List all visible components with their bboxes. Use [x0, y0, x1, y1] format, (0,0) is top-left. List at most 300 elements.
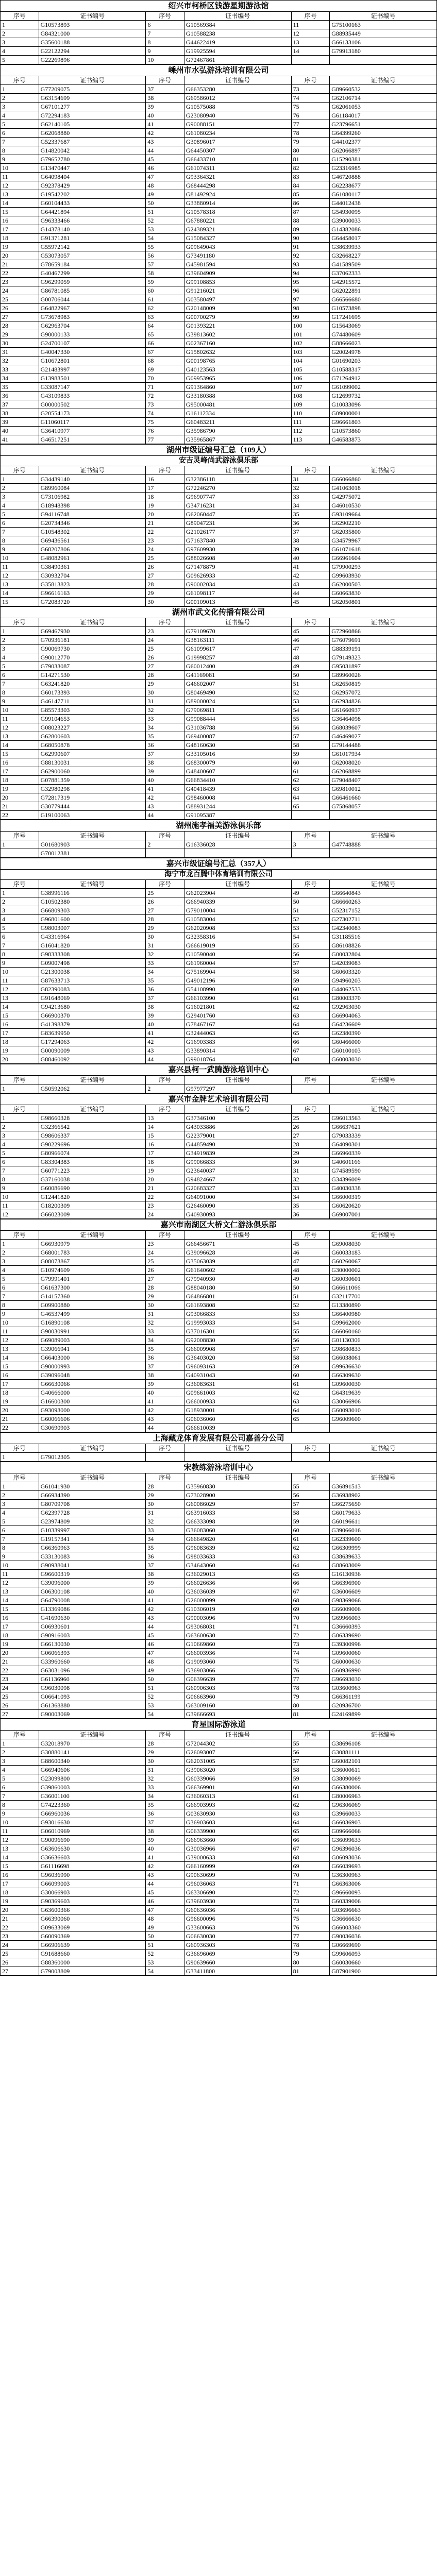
certificate-number: G10502380	[39, 897, 146, 906]
certificate-number: G00000502	[39, 400, 146, 409]
row-index: 11	[1, 1570, 39, 1579]
certificate-number: G09649043	[184, 243, 291, 251]
table-row	[1, 1774, 437, 1783]
org-section	[0, 0, 437, 64]
certificate-number: G46583873	[330, 435, 437, 444]
row-index: 41	[146, 1596, 184, 1605]
certificate-number: G52337687	[39, 138, 146, 146]
certificate-number: G62050801	[330, 598, 437, 606]
row-index: 23	[146, 536, 184, 545]
row-index: 17	[1, 767, 39, 776]
certificate-number	[330, 1453, 437, 1462]
row-index: 47	[291, 645, 330, 653]
row-index: 72	[291, 1888, 330, 1897]
certificate-number: G14820042	[39, 146, 146, 155]
certificate-number: G90938041	[39, 1561, 146, 1570]
certificate-number: G84321000	[39, 29, 146, 38]
row-index: 99	[291, 313, 330, 321]
table-row	[1, 1029, 437, 1038]
header-index: 序号	[291, 12, 330, 21]
certificate-number: G33180388	[184, 392, 291, 400]
table-row	[1, 589, 437, 598]
certificate-number: G10573898	[330, 304, 437, 313]
row-index: 56	[291, 1748, 330, 1757]
certificate-number: G79940930	[184, 1275, 291, 1283]
table-row	[1, 536, 437, 545]
row-index: 61	[291, 767, 330, 776]
certificate-number: G33960660	[39, 1657, 146, 1666]
certificate-number: G88026608	[184, 554, 291, 563]
row-index: 13	[291, 38, 330, 47]
table-row	[1, 146, 437, 155]
row-index: 43	[146, 1614, 184, 1622]
certificate-number: G67880221	[184, 216, 291, 225]
table-row	[1, 598, 437, 606]
row-index: 3	[1, 906, 39, 915]
certificate-number: G69966003	[330, 1614, 437, 1622]
certificate-number: G90069730	[39, 645, 146, 653]
certificate-number: G72817319	[39, 793, 146, 802]
row-index: 36	[146, 1552, 184, 1561]
row-index: 18	[1, 1631, 39, 1640]
certificate-number: G06300108	[39, 1587, 146, 1596]
certificate-number: G46517251	[39, 435, 146, 444]
certificate-number: G79652780	[39, 155, 146, 164]
certificate-number: G63241820	[39, 680, 146, 688]
certificate-number: G23080940	[184, 111, 291, 120]
certificate-number: G35063039	[184, 1257, 291, 1266]
row-index: 28	[146, 1283, 184, 1292]
row-index: 71	[291, 1879, 330, 1888]
row-index: 8	[1, 536, 39, 545]
table-row	[1, 1888, 437, 1897]
certificate-number: G89660532	[330, 85, 437, 94]
certificate-number: G40601166	[330, 1158, 437, 1166]
row-index: 2	[146, 840, 184, 849]
row-index: 19	[1, 1397, 39, 1406]
row-index: 58	[291, 1353, 330, 1362]
row-index: 71	[291, 1622, 330, 1631]
certificate-number: G36636603	[39, 1853, 146, 1862]
row-index: 25	[146, 554, 184, 563]
table-header-row	[1, 1473, 437, 1482]
table-row	[1, 1544, 437, 1552]
certificate-number: G09000001	[330, 409, 437, 418]
header-index: 序号	[291, 1105, 330, 1114]
certificate-number: G66353280	[184, 85, 291, 94]
row-index: 27	[1, 1967, 39, 1976]
certificate-number: G74589590	[330, 1166, 437, 1175]
row-index: 45	[291, 598, 330, 606]
row-index: 40	[146, 111, 184, 120]
certificate-number: G78467167	[184, 1020, 291, 1029]
row-index: 6	[1, 933, 39, 941]
row-index: 62	[291, 1003, 330, 1011]
row-index: 44	[146, 1055, 184, 1064]
certificate-number: G44622419	[184, 38, 291, 47]
certificate-number: G66930979	[39, 1240, 146, 1248]
certificate-number: G66275650	[330, 1500, 437, 1509]
row-index: 63	[291, 1552, 330, 1561]
table-row	[1, 243, 437, 251]
table-row	[1, 383, 437, 392]
row-index: 13	[1, 994, 39, 1003]
row-index: 12	[1, 1210, 39, 1219]
row-index: 5	[1, 1774, 39, 1783]
row-index: 31	[1, 348, 39, 357]
org-section	[0, 606, 437, 820]
row-index: 54	[291, 933, 330, 941]
certificate-table	[0, 1444, 437, 1462]
row-index: 12	[1, 1336, 39, 1345]
row-index: 77	[291, 120, 330, 129]
certificate-number: G96333466	[39, 216, 146, 225]
certificate-number: G06663960	[184, 1692, 291, 1701]
table-row	[1, 475, 437, 484]
row-index: 38	[291, 536, 330, 545]
row-index	[291, 1423, 330, 1432]
row-index: 42	[291, 571, 330, 580]
header-index: 序号	[291, 1473, 330, 1482]
row-index: 50	[291, 897, 330, 906]
certificate-number: G41589509	[330, 260, 437, 269]
certificate-number: G72294183	[39, 111, 146, 120]
certificate-number: G45981594	[184, 260, 291, 269]
row-index: 9	[1, 1552, 39, 1561]
certificate-number: G64236609	[330, 1020, 437, 1029]
row-index: 27	[1, 1710, 39, 1719]
row-index: 46	[146, 1897, 184, 1906]
row-index: 56	[146, 251, 184, 260]
row-index: 63	[291, 1809, 330, 1818]
certificate-number: G36099633	[330, 1836, 437, 1844]
certificate-number: G60339006	[330, 1897, 437, 1906]
row-index: 9	[1, 1809, 39, 1818]
row-index: 107	[291, 383, 330, 392]
table-row	[1, 1692, 437, 1701]
table-row	[1, 1739, 437, 1748]
table-row	[1, 1175, 437, 1184]
header-index: 序号	[291, 832, 330, 840]
certificate-number: G79149323	[330, 653, 437, 662]
certificate-number: G61693808	[184, 1301, 291, 1310]
row-index: 45	[146, 1631, 184, 1640]
certificate-number: G97609930	[184, 545, 291, 554]
table-row	[1, 1003, 437, 1011]
certificate-number: G11060117	[39, 418, 146, 427]
certificate-number: G20936700	[330, 1701, 437, 1710]
row-index: 74	[291, 1906, 330, 1914]
certificate-number: G36403020	[184, 1353, 291, 1362]
row-index: 57	[291, 1757, 330, 1766]
certificate-number: G63009160	[184, 1701, 291, 1710]
certificate-number: G99662000	[330, 1318, 437, 1327]
certificate-number: G06093036	[330, 1853, 437, 1862]
section-subtitle: 安吉灵峰尚武游泳俱乐部	[0, 455, 437, 466]
certificate-number: G32444063	[184, 1029, 291, 1038]
row-index: 13	[1, 1345, 39, 1353]
row-index: 33	[146, 1526, 184, 1535]
table-row	[1, 1388, 437, 1397]
row-index: 30	[146, 933, 184, 941]
row-index: 60	[291, 985, 330, 994]
certificate-number: G62650819	[330, 680, 437, 688]
certificate-number: G18948398	[39, 501, 146, 510]
row-index: 73	[291, 1640, 330, 1649]
certificate-number: G38639933	[330, 243, 437, 251]
row-index: 39	[1, 418, 39, 427]
row-index: 58	[146, 269, 184, 278]
table-row	[1, 785, 437, 793]
row-index: 5	[1, 1149, 39, 1158]
certificate-number: G99104653	[39, 715, 146, 723]
certificate-number: G38639633	[330, 1552, 437, 1561]
row-index: 8	[1, 950, 39, 959]
certificate-number: G22269896	[39, 56, 146, 64]
table-row	[1, 802, 437, 811]
certificate-number: G76079691	[330, 636, 437, 645]
row-index: 38	[146, 1827, 184, 1836]
certificate-number: G86781085	[39, 286, 146, 295]
row-index: 1	[1, 475, 39, 484]
certificate-number: G96396036	[330, 1844, 437, 1853]
row-index: 113	[291, 435, 330, 444]
certificate-number: G15290381	[330, 155, 437, 164]
certificate-number: G95031897	[330, 662, 437, 671]
row-index: 65	[146, 330, 184, 339]
header-index: 序号	[1, 1444, 39, 1453]
table-row	[1, 697, 437, 706]
row-index: 29	[146, 924, 184, 933]
row-index: 34	[291, 501, 330, 510]
org-section	[0, 1719, 437, 1976]
certificate-number: G03600963	[330, 1684, 437, 1692]
certificate-number: G62339600	[330, 1535, 437, 1544]
row-index: 1	[1, 889, 39, 897]
table-row	[1, 1783, 437, 1792]
row-index: 79	[291, 1950, 330, 1958]
certificate-number: G16600300	[39, 1397, 146, 1406]
table-row	[1, 1453, 437, 1462]
certificate-number: G06339690	[330, 1631, 437, 1640]
certificate-number: G20148009	[184, 304, 291, 313]
certificate-number: G68001783	[39, 1248, 146, 1257]
certificate-number: G23796651	[330, 120, 437, 129]
certificate-number: G33087147	[39, 383, 146, 392]
certificate-number: G17241695	[330, 313, 437, 321]
certificate-number	[330, 849, 437, 858]
row-index: 68	[291, 1853, 330, 1862]
certificate-number: G70012381	[39, 849, 146, 858]
row-index: 72	[291, 1631, 330, 1640]
row-index: 31	[291, 1166, 330, 1175]
row-index: 36	[291, 1210, 330, 1219]
row-index: 41	[146, 1029, 184, 1038]
certificate-number: G66400980	[330, 1310, 437, 1318]
row-index: 50	[146, 199, 184, 208]
table-row	[1, 1801, 437, 1809]
certificate-number: G46147711	[39, 697, 146, 706]
row-index: 9	[1, 155, 39, 164]
row-index: 22	[1, 1666, 39, 1675]
certificate-number: G61637300	[39, 1283, 146, 1292]
certificate-number: G79048407	[330, 776, 437, 785]
row-index: 54	[146, 1710, 184, 1719]
row-index: 2	[1, 1491, 39, 1500]
certificate-number: G66390060	[39, 1914, 146, 1923]
header-cert: 证书编号	[39, 1105, 146, 1114]
certificate-number: G06396639	[184, 1675, 291, 1684]
table-row	[1, 321, 437, 330]
section-title: 湖州施孝福美游泳俱乐部	[0, 820, 437, 831]
certificate-number: G63306690	[184, 1888, 291, 1897]
row-index	[291, 56, 330, 64]
certificate-number: G36000611	[330, 1766, 437, 1774]
certificate-number: G14378140	[39, 225, 146, 234]
row-index: 21	[1, 1415, 39, 1423]
row-index: 53	[146, 1701, 184, 1710]
row-index: 49	[146, 1923, 184, 1932]
row-index: 5	[1, 120, 39, 129]
certificate-number: G38996116	[39, 889, 146, 897]
row-index: 81	[291, 1710, 330, 1719]
certificate-table	[0, 11, 437, 64]
row-index: 83	[291, 173, 330, 181]
certificate-number: G66963660	[184, 1836, 291, 1844]
row-index: 69	[146, 365, 184, 374]
row-index: 20	[1, 793, 39, 802]
row-index: 108	[291, 392, 330, 400]
row-index: 6	[1, 1158, 39, 1166]
certificate-number: G10672801	[39, 357, 146, 365]
header-cert: 证书编号	[39, 466, 146, 475]
certificate-number: G97977297	[184, 1084, 291, 1093]
header-index: 序号	[1, 12, 39, 21]
row-index: 2	[1, 1123, 39, 1131]
table-row	[1, 776, 437, 785]
certificate-number: G66396900	[330, 1579, 437, 1587]
row-index: 35	[146, 1345, 184, 1353]
row-index: 32	[291, 1175, 330, 1184]
header-cert: 证书编号	[39, 1731, 146, 1739]
certificate-number: G99066833	[184, 1158, 291, 1166]
table-row	[1, 120, 437, 129]
row-index: 29	[146, 589, 184, 598]
row-index: 11	[291, 21, 330, 29]
certificate-number: G87633713	[39, 976, 146, 985]
row-index: 67	[146, 348, 184, 357]
row-index: 49	[291, 889, 330, 897]
row-index: 39	[146, 1380, 184, 1388]
header-index: 序号	[1, 1231, 39, 1240]
certificate-number: G60636036	[184, 1906, 291, 1914]
row-index: 29	[146, 1491, 184, 1500]
certificate-number: G64319639	[330, 1388, 437, 1397]
row-index: 78	[291, 1941, 330, 1950]
certificate-number: G31185516	[330, 933, 437, 941]
row-index: 34	[146, 1535, 184, 1544]
certificate-number: G39603930	[184, 1897, 291, 1906]
header-cert: 证书编号	[330, 1105, 437, 1114]
certificate-number: G94824667	[184, 1175, 291, 1184]
table-row	[1, 849, 437, 858]
certificate-number: G40418439	[184, 785, 291, 793]
row-index: 17	[1, 1879, 39, 1888]
row-index: 3	[1, 1757, 39, 1766]
row-index: 14	[1, 1003, 39, 1011]
row-index: 52	[146, 1950, 184, 1958]
certificate-number: G64458017	[330, 234, 437, 243]
row-index: 19	[1, 1897, 39, 1906]
row-index: 7	[1, 1792, 39, 1801]
table-row	[1, 330, 437, 339]
row-index: 11	[1, 563, 39, 571]
row-index: 60	[146, 286, 184, 295]
table-row	[1, 374, 437, 383]
row-index: 15	[1, 1862, 39, 1871]
row-index: 5	[1, 56, 39, 64]
row-index: 2	[1, 29, 39, 38]
row-index: 37	[146, 85, 184, 94]
certificate-number: G24700107	[39, 339, 146, 348]
table-row	[1, 304, 437, 313]
row-index: 112	[291, 427, 330, 435]
row-index: 56	[291, 723, 330, 732]
header-cert: 证书编号	[330, 76, 437, 85]
table-row	[1, 1631, 437, 1640]
header-cert: 证书编号	[39, 1444, 146, 1453]
row-index: 69	[291, 1862, 330, 1871]
certificate-number: G40123563	[184, 365, 291, 374]
row-index: 27	[146, 662, 184, 671]
row-index: 26	[1, 304, 39, 313]
row-index: 42	[146, 1406, 184, 1415]
header-index: 序号	[1, 832, 39, 840]
row-index: 2	[1, 94, 39, 103]
certificate-number: G94213680	[39, 1003, 146, 1011]
row-index: 51	[291, 680, 330, 688]
certificate-number: G30881111	[330, 1748, 437, 1757]
table-row	[1, 173, 437, 181]
certificate-number: G62068899	[330, 767, 437, 776]
certificate-number: G33105016	[184, 750, 291, 758]
certificate-number: G15643069	[330, 321, 437, 330]
table-row	[1, 1622, 437, 1631]
certificate-table	[0, 618, 437, 820]
certificate-number: G43109833	[39, 392, 146, 400]
row-index: 25	[146, 645, 184, 653]
row-index: 64	[291, 1406, 330, 1415]
certificate-number: G90002034	[184, 580, 291, 589]
table-row	[1, 750, 437, 758]
certificate-number: G38090069	[330, 1774, 437, 1783]
certificate-number: G40666000	[39, 1388, 146, 1397]
row-index: 34	[146, 1336, 184, 1345]
table-row	[1, 1114, 437, 1123]
certificate-number: G39066016	[330, 1526, 437, 1535]
row-index	[1, 849, 39, 858]
row-index: 17	[1, 1622, 39, 1631]
row-index: 58	[291, 741, 330, 750]
table-row	[1, 1941, 437, 1950]
certificate-number: G90369603	[39, 1897, 146, 1906]
row-index: 43	[146, 1871, 184, 1879]
table-row	[1, 1257, 437, 1266]
row-index: 88	[291, 216, 330, 225]
row-index: 26	[1, 1701, 39, 1710]
certificate-number: G66003360	[330, 1923, 437, 1932]
row-index: 16	[1, 1020, 39, 1029]
